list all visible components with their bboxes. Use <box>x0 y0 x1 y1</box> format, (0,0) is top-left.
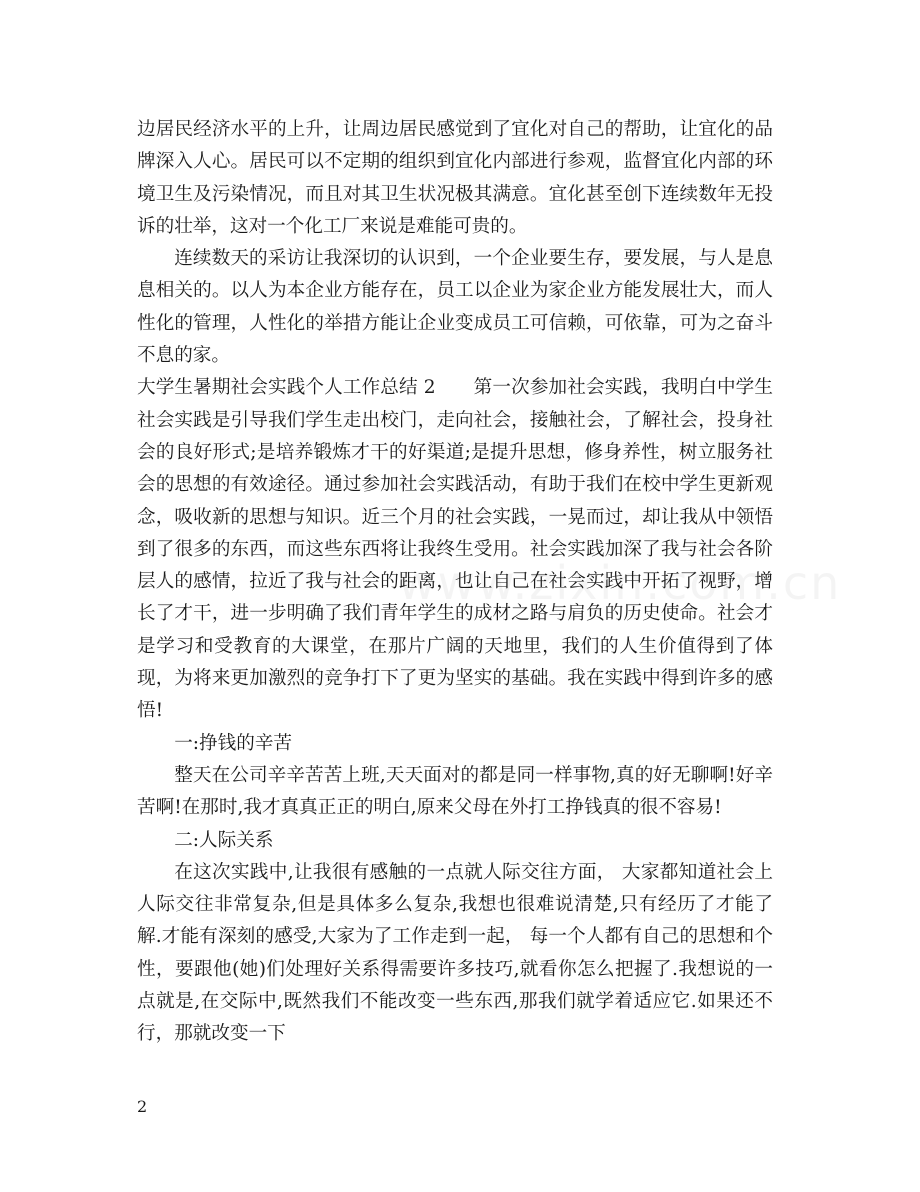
paragraph-relationships: 在这次实践中,让我很有感触的一点就人际交往方面， 大家都知道社会上人际交往非常复杂,但是具体多么复杂,我想也很难说清楚,只有经历了才能了解.才能有深刻的感受,大家为了工作走到一起， 每一个人都有自己的思想和个性，要跟他(她)们处理好关系得需要许多技巧,就看你怎么把握了.我想说的一点就是,在交际中,既然我们不能改变一些东西,那我们就学着适应它.如果还不行，那就改变一下 <box>137 861 773 1045</box>
section-paragraph <box>137 372 773 727</box>
section-title: 大学生暑期社会实践个人工作总结 2 <box>137 377 436 399</box>
page-number: 2 <box>137 1097 148 1116</box>
document-body <box>137 114 773 1051</box>
paragraph-continuation: 边居民经济水平的上升，让周边居民感觉到了宜化对自己的帮助，让宜化的品牌深入人心。居民可以不定期的组织到宜化内部进行参观，监督宜化内部的环境卫生及污染情况，而且对其卫生状况极其满意。宜化甚至创下连续数年无投诉的壮举，这对一个化工厂来说是难能可贵的。 <box>137 119 773 237</box>
section-body: 第一次参加社会实践，我明白中学生社会实践是引导我们学生走出校门，走向社会，接触社会，了解社会，投身社会的良好形式;是培养锻炼才干的好渠道;是提升思想，修身养性，树立服务社会的思想的有效途径。通过参加社会实践活动，有助于我们在校中学生更新观念，吸收新的思想与知识。近三个月的社会实践，一晃而过，却让我从中领悟到了很多的东西，而这些东西将让我终生受用。社会实践加深了我与社会各阶层人的感情，拉近了我与社会的距离，也让自己在社会实践中开拓了视野，增长了才干，进一步明确了我们青年学生的成材之路与肩负的历史使命。社会才是学习和受教育的大课堂，在那片广阔的天地里，我们的人生价值得到了体现，为将来更加激烈的竞争打下了更为坚实的基础。我在实践中得到许多的感悟! <box>137 377 773 722</box>
subheading-earning-money: 一:挣钱的辛苦 <box>174 732 293 754</box>
subheading-relationships: 二:人际关系 <box>174 829 274 851</box>
paragraph-enterprise: 连续数天的采访让我深切的认识到，一个企业要生存，要发展，与人是息息相关的。以人为本企业方能存在，员工以企业为家企业方能发展壮大，而人性化的管理，人性化的举措方能让企业变成员工可信赖，可依靠，可为之奋斗不息的家。 <box>137 248 773 367</box>
paragraph-earning-money: 整天在公司辛辛苦苦上班,天天面对的都是同一样事物,真的好无聊啊!好辛苦啊!在那时,我才真真正正的明白,原来父母在外打工挣钱真的很不容易! <box>137 764 773 819</box>
